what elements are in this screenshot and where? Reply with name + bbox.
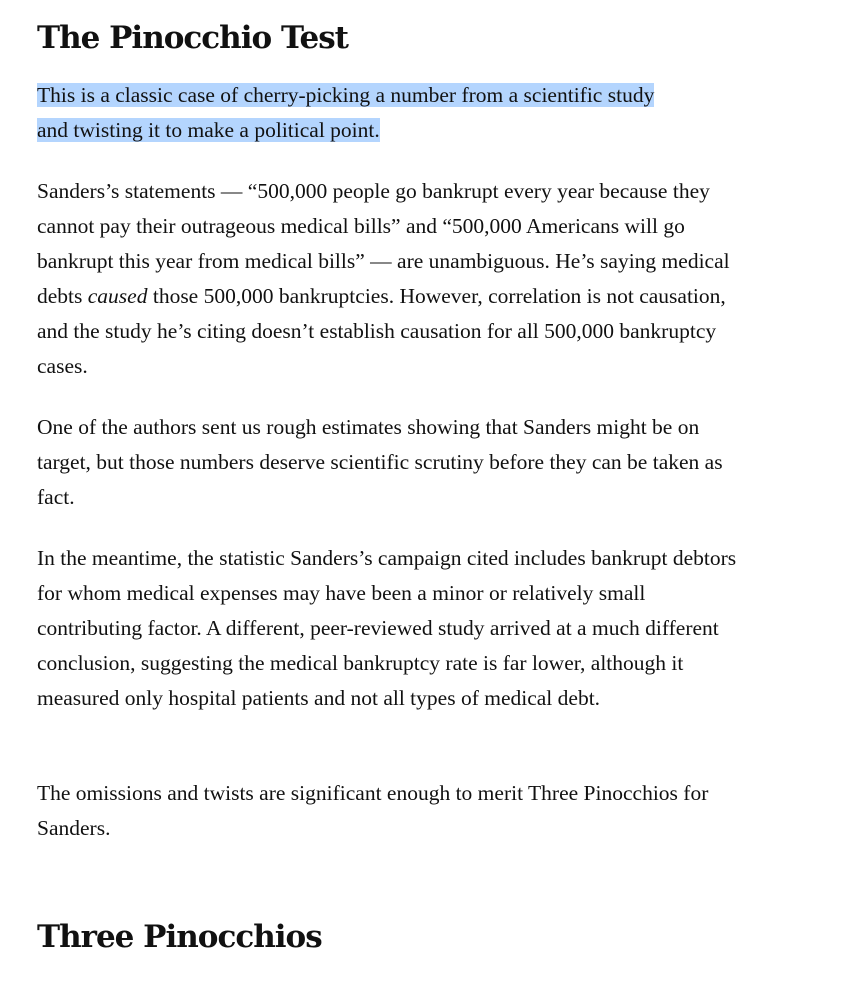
emphasis-caused: caused (87, 284, 148, 308)
paragraph-statements (37, 174, 737, 384)
paragraph-authors-estimates: One of the authors sent us rough estimates showing that Sanders might be on target, but those numbers deserve scientific scrutiny before they can be taken as fact. (37, 415, 723, 509)
rating-heading: Three Pinocchios (37, 919, 322, 955)
highlighted-paragraph[interactable] (37, 78, 737, 148)
pinocchio-test-heading: The Pinocchio Test (37, 20, 348, 56)
selected-text-line-1[interactable]: This is a classic case of cherry-picking a number from a scientific study (37, 83, 655, 107)
paragraph-statements-part2: those 500,000 bankruptcies. However, correlation is not causation, and the study he’s citing doesn’t establish causation for all 500,000 bankruptcy cases. (37, 284, 726, 378)
paragraph-conclusion: The omissions and twists are significant enough to merit Three Pinocchios for Sanders. (37, 781, 709, 840)
selected-text-line-2[interactable]: and twisting it to make a political point. (37, 118, 380, 142)
paragraph-statements-part1: Sanders’s statements — “500,000 people go bankrupt every year because they cannot pay their outrageous medical bills” and “500,000 Americans will go bankrupt this year from medical bills” — are unambiguous. He’s saying medical debts (37, 179, 730, 308)
paragraph-meantime: In the meantime, the statistic Sanders’s campaign cited includes bankrupt debtors for whom medical expenses may have been a minor or relatively small contributing factor. A different, peer-reviewed study arrived at a much different conclusion, suggesting the medical bankruptcy rate is far lower, although it measured only hospital patients and not all types of medical debt. (37, 546, 737, 710)
